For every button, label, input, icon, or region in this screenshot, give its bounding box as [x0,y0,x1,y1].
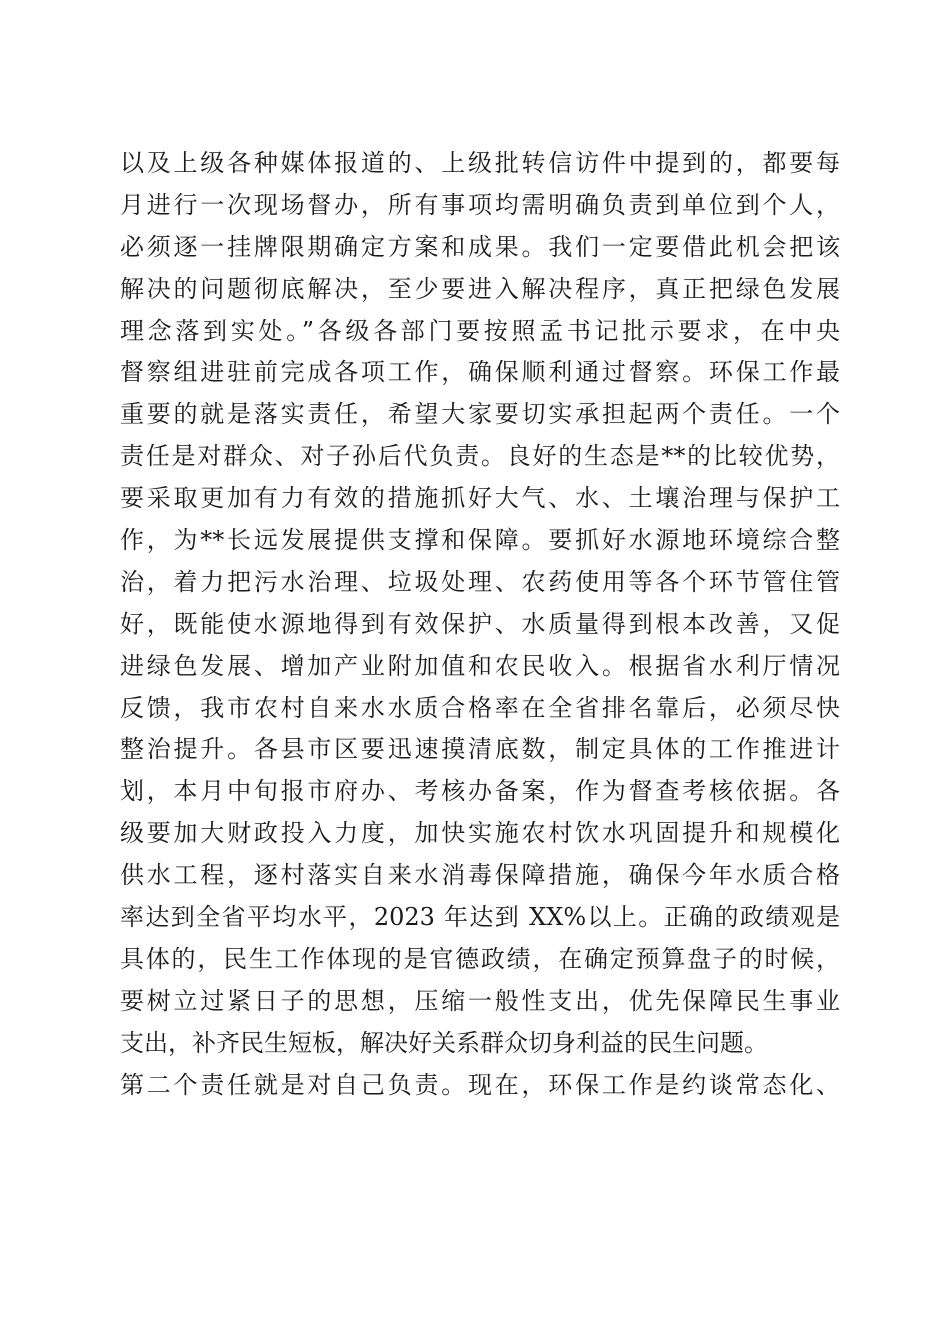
text-line: 解决的问题彻底解决，至少要进入解决程序，真正把绿色发展 [120,274,840,303]
text-line: 反馈，我市农村自来水水质合格率在全省排名靠后，必须尽快 [120,693,840,722]
text-line: 以及上级各种媒体报道的、上级批转信访件中提到的，都要每 [120,149,840,177]
text-line: 供水工程，逐村落实自来水消毒保障措施，确保今年水质合格 [120,861,840,890]
text-line: 好，既能使水源地得到有效保护、水质量得到根本改善，又促 [120,609,840,638]
text-line: 理念落到实处。”各级各部门要按照孟书记批示要求，在中央 [120,316,840,345]
text-line: 要树立过紧日子的思想，压缩一般性支出，优先保障民生事业 [120,986,840,1015]
text-line: 级要加大财政投入力度，加快实施农村饮水巩固提升和规模化 [120,819,840,848]
text-line: 划，本月中旬报市府办、考核办备案，作为督查考核依据。各 [120,777,840,806]
text-line: 具体的，民生工作体现的是官德政绩，在确定预算盘子的时候， [120,944,840,973]
text-line: 责任是对群众、对子孙后代负责。良好的生态是**的比较优势， [120,442,840,471]
text-line: 治，着力把污水治理、垃圾处理、农药使用等各个环节管住管 [120,567,840,596]
text-line: 作，为**长远发展提供支撑和保障。要抓好水源地环境综合整 [120,526,840,555]
text-line: 整治提升。各县市区要迅速摸清底数，制定具体的工作推进计 [120,735,840,764]
text-line: 要采取更加有力有效的措施抓好大气、水、土壤治理与保护工 [120,484,840,513]
text-line: 重要的就是落实责任，希望大家要切实承担起两个责任。一个 [120,400,840,429]
text-line: 率达到全省平均水平，2023 年达到 XX%以上。正确的政绩观是 [120,903,840,932]
text-line: 督察组进驻前完成各项工作，确保顺利通过督察。环保工作最 [120,358,840,387]
text-line: 支出，补齐民生短板，解决好关系群众切身利益的民生问题。 [120,1028,768,1057]
body-text [120,143,840,1106]
text-line: 必须逐一挂牌限期确定方案和成果。我们一定要借此机会把该 [120,232,840,261]
text-line: 进绿色发展、增加产业附加值和农民收入。根据省水利厅情况 [120,651,840,680]
text-line: 月进行一次现场督办，所有事项均需明确负责到单位到个人， [120,190,840,219]
text-line: 第二个责任就是对自己负责。现在，环保工作是约谈常态化、 [120,1070,840,1099]
